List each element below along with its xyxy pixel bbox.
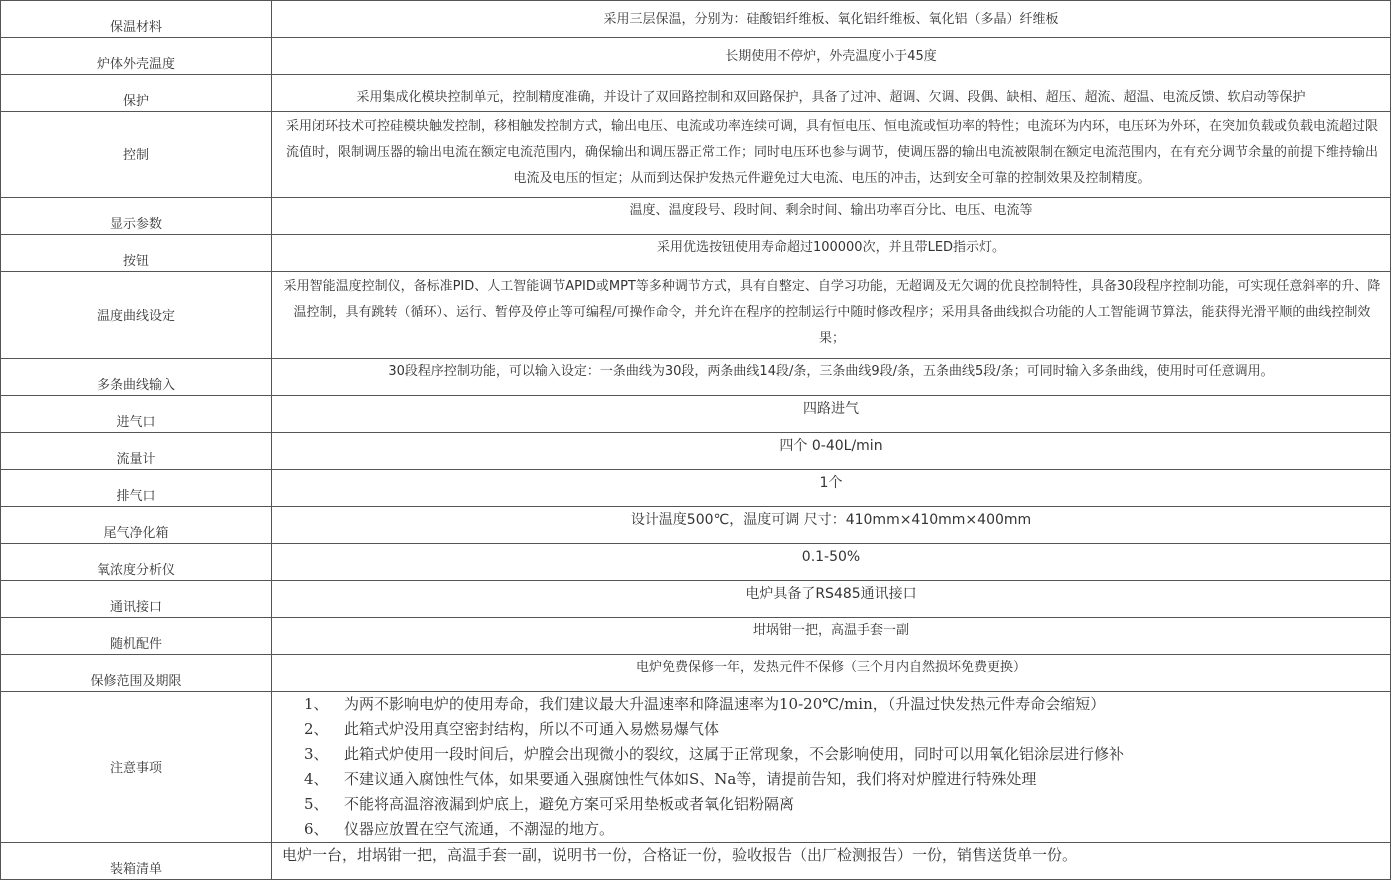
row-label: 排气口 [1, 470, 272, 507]
row-label: 保护 [1, 75, 272, 112]
table-row [1, 507, 1391, 544]
row-value: 采用优选按钮使用寿命超过100000次，并且带LED指示灯。 [272, 235, 1391, 272]
row-label: 尾气净化箱 [1, 507, 272, 544]
list-item: 4、 不建议通入腐蚀性气体，如果要通入强腐蚀性气体如S、Na等，请提前告知，我们将对炉膛进行特殊处理 [304, 770, 1037, 788]
row-label: 保修范围及期限 [1, 655, 272, 692]
table-row [1, 1, 1391, 38]
row-label: 进气口 [1, 396, 272, 433]
table-row [1, 112, 1391, 198]
row-value: 采用集成化模块控制单元，控制精度准确，并设计了双回路控制和双回路保护，具备了过冲、超调、欠调、段偶、缺相、超压、超流、超温、电流反馈、软启动等保护 [272, 75, 1391, 112]
row-label: 氧浓度分析仪 [1, 544, 272, 581]
row-value: 采用智能温度控制仪，备标准PID、人工智能调节APID或MPT等多种调节方式，具有自整定、自学习功能，无超调及无欠调的优良控制特性，具备30段程序控制功能，可实现任意斜率的升、降温控制，具有跳转（循环）、运行、暂停及停止等可编程/可操作命令，并允许在程序的控制运行中随时修改程序；采用具备曲线拟合功能的人工智能调节算法，能获得光滑平顺的曲线控制效果； [272, 272, 1391, 359]
row-value: 温度、温度段号、段时间、剩余时间、输出功率百分比、电压、电流等 [272, 198, 1391, 235]
row-value: 1个 [272, 470, 1391, 507]
list-item: 2、 此箱式炉没用真空密封结构，所以不可通入易燃易爆气体 [304, 720, 720, 738]
row-label: 随机配件 [1, 618, 272, 655]
row-value: 电炉免费保修一年，发热元件不保修（三个月内自然损坏免费更换） [272, 655, 1391, 692]
row-label: 显示参数 [1, 198, 272, 235]
row-label: 流量计 [1, 433, 272, 470]
row-value: 坩埚钳一把，高温手套一副 [272, 618, 1391, 655]
packing-row [1, 843, 1391, 880]
table-row [1, 235, 1391, 272]
row-value: 0.1-50% [272, 544, 1391, 581]
table-row [1, 433, 1391, 470]
row-value: 电炉具备了RS485通讯接口 [272, 581, 1391, 618]
table-row [1, 198, 1391, 235]
table-row [1, 470, 1391, 507]
notes-list [272, 692, 1391, 843]
list-item: 5、 不能将高温溶液漏到炉底上，避免方案可采用垫板或者氧化铝粉隔离 [304, 795, 795, 813]
row-label: 按钮 [1, 235, 272, 272]
list-item: 1、 为两不影响电炉的使用寿命，我们建议最大升温速率和降温速率为10-20℃/min，（升温过快发热元件寿命会缩短） [304, 695, 1106, 713]
packing-label: 装箱清单 [1, 843, 272, 880]
table-row [1, 75, 1391, 112]
row-value: 30段程序控制功能，可以输入设定：一条曲线为30段，两条曲线14段/条，三条曲线9段/条，五条曲线5段/条；可同时输入多条曲线，使用时可任意调用。 [272, 359, 1391, 396]
row-label: 控制 [1, 112, 272, 198]
packing-value: 电炉一台，坩埚钳一把，高温手套一副，说明书一份，合格证一份，验收报告（出厂检测报告）一份，销售送货单一份。 [272, 843, 1391, 880]
table-row [1, 581, 1391, 618]
table-row [1, 544, 1391, 581]
table-row [1, 396, 1391, 433]
row-value: 采用三层保温，分别为：硅酸铝纤维板、氧化铝纤维板、氧化铝（多晶）纤维板 [272, 1, 1391, 38]
list-item: 3、 此箱式炉使用一段时间后，炉膛会出现微小的裂纹，这属于正常现象，不会影响使用，同时可以用氧化铝涂层进行修补 [304, 745, 1125, 763]
row-label: 保温材料 [1, 1, 272, 38]
table-row [1, 272, 1391, 359]
table-row [1, 618, 1391, 655]
list-item: 6、 仪器应放置在空气流通，不潮湿的地方。 [304, 820, 615, 838]
table-row [1, 38, 1391, 75]
table-row [1, 655, 1391, 692]
row-value: 四路进气 [272, 396, 1391, 433]
row-label: 通讯接口 [1, 581, 272, 618]
row-value: 采用闭环技术可控硅模块触发控制，移相触发控制方式，输出电压、电流或功率连续可调，具有恒电压、恒电流或恒功率的特性；电流环为内环，电压环为外环，在突加负载或负载电流超过限流值时，限制调压器的输出电流在额定电流范围内，确保输出和调压器正常工作；同时电压环也参与调节，使调压器的输出电流被限制在额定电流范围内，在有充分调节余量的前提下维持输出电流及电压的恒定；从而到达保护发热元件避免过大电流、电压的冲击，达到安全可靠的控制效果及控制精度。 [272, 112, 1391, 198]
row-value: 四个 0-40L/min [272, 433, 1391, 470]
row-value: 长期使用不停炉，外壳温度小于45度 [272, 38, 1391, 75]
table-row [1, 359, 1391, 396]
notes-label: 注意事项 [1, 692, 272, 843]
row-label: 多条曲线输入 [1, 359, 272, 396]
notes-row [1, 692, 1391, 843]
row-label: 炉体外壳温度 [1, 38, 272, 75]
row-label: 温度曲线设定 [1, 272, 272, 359]
row-value: 设计温度500℃，温度可调 尺寸：410mm×410mm×400mm [272, 507, 1391, 544]
